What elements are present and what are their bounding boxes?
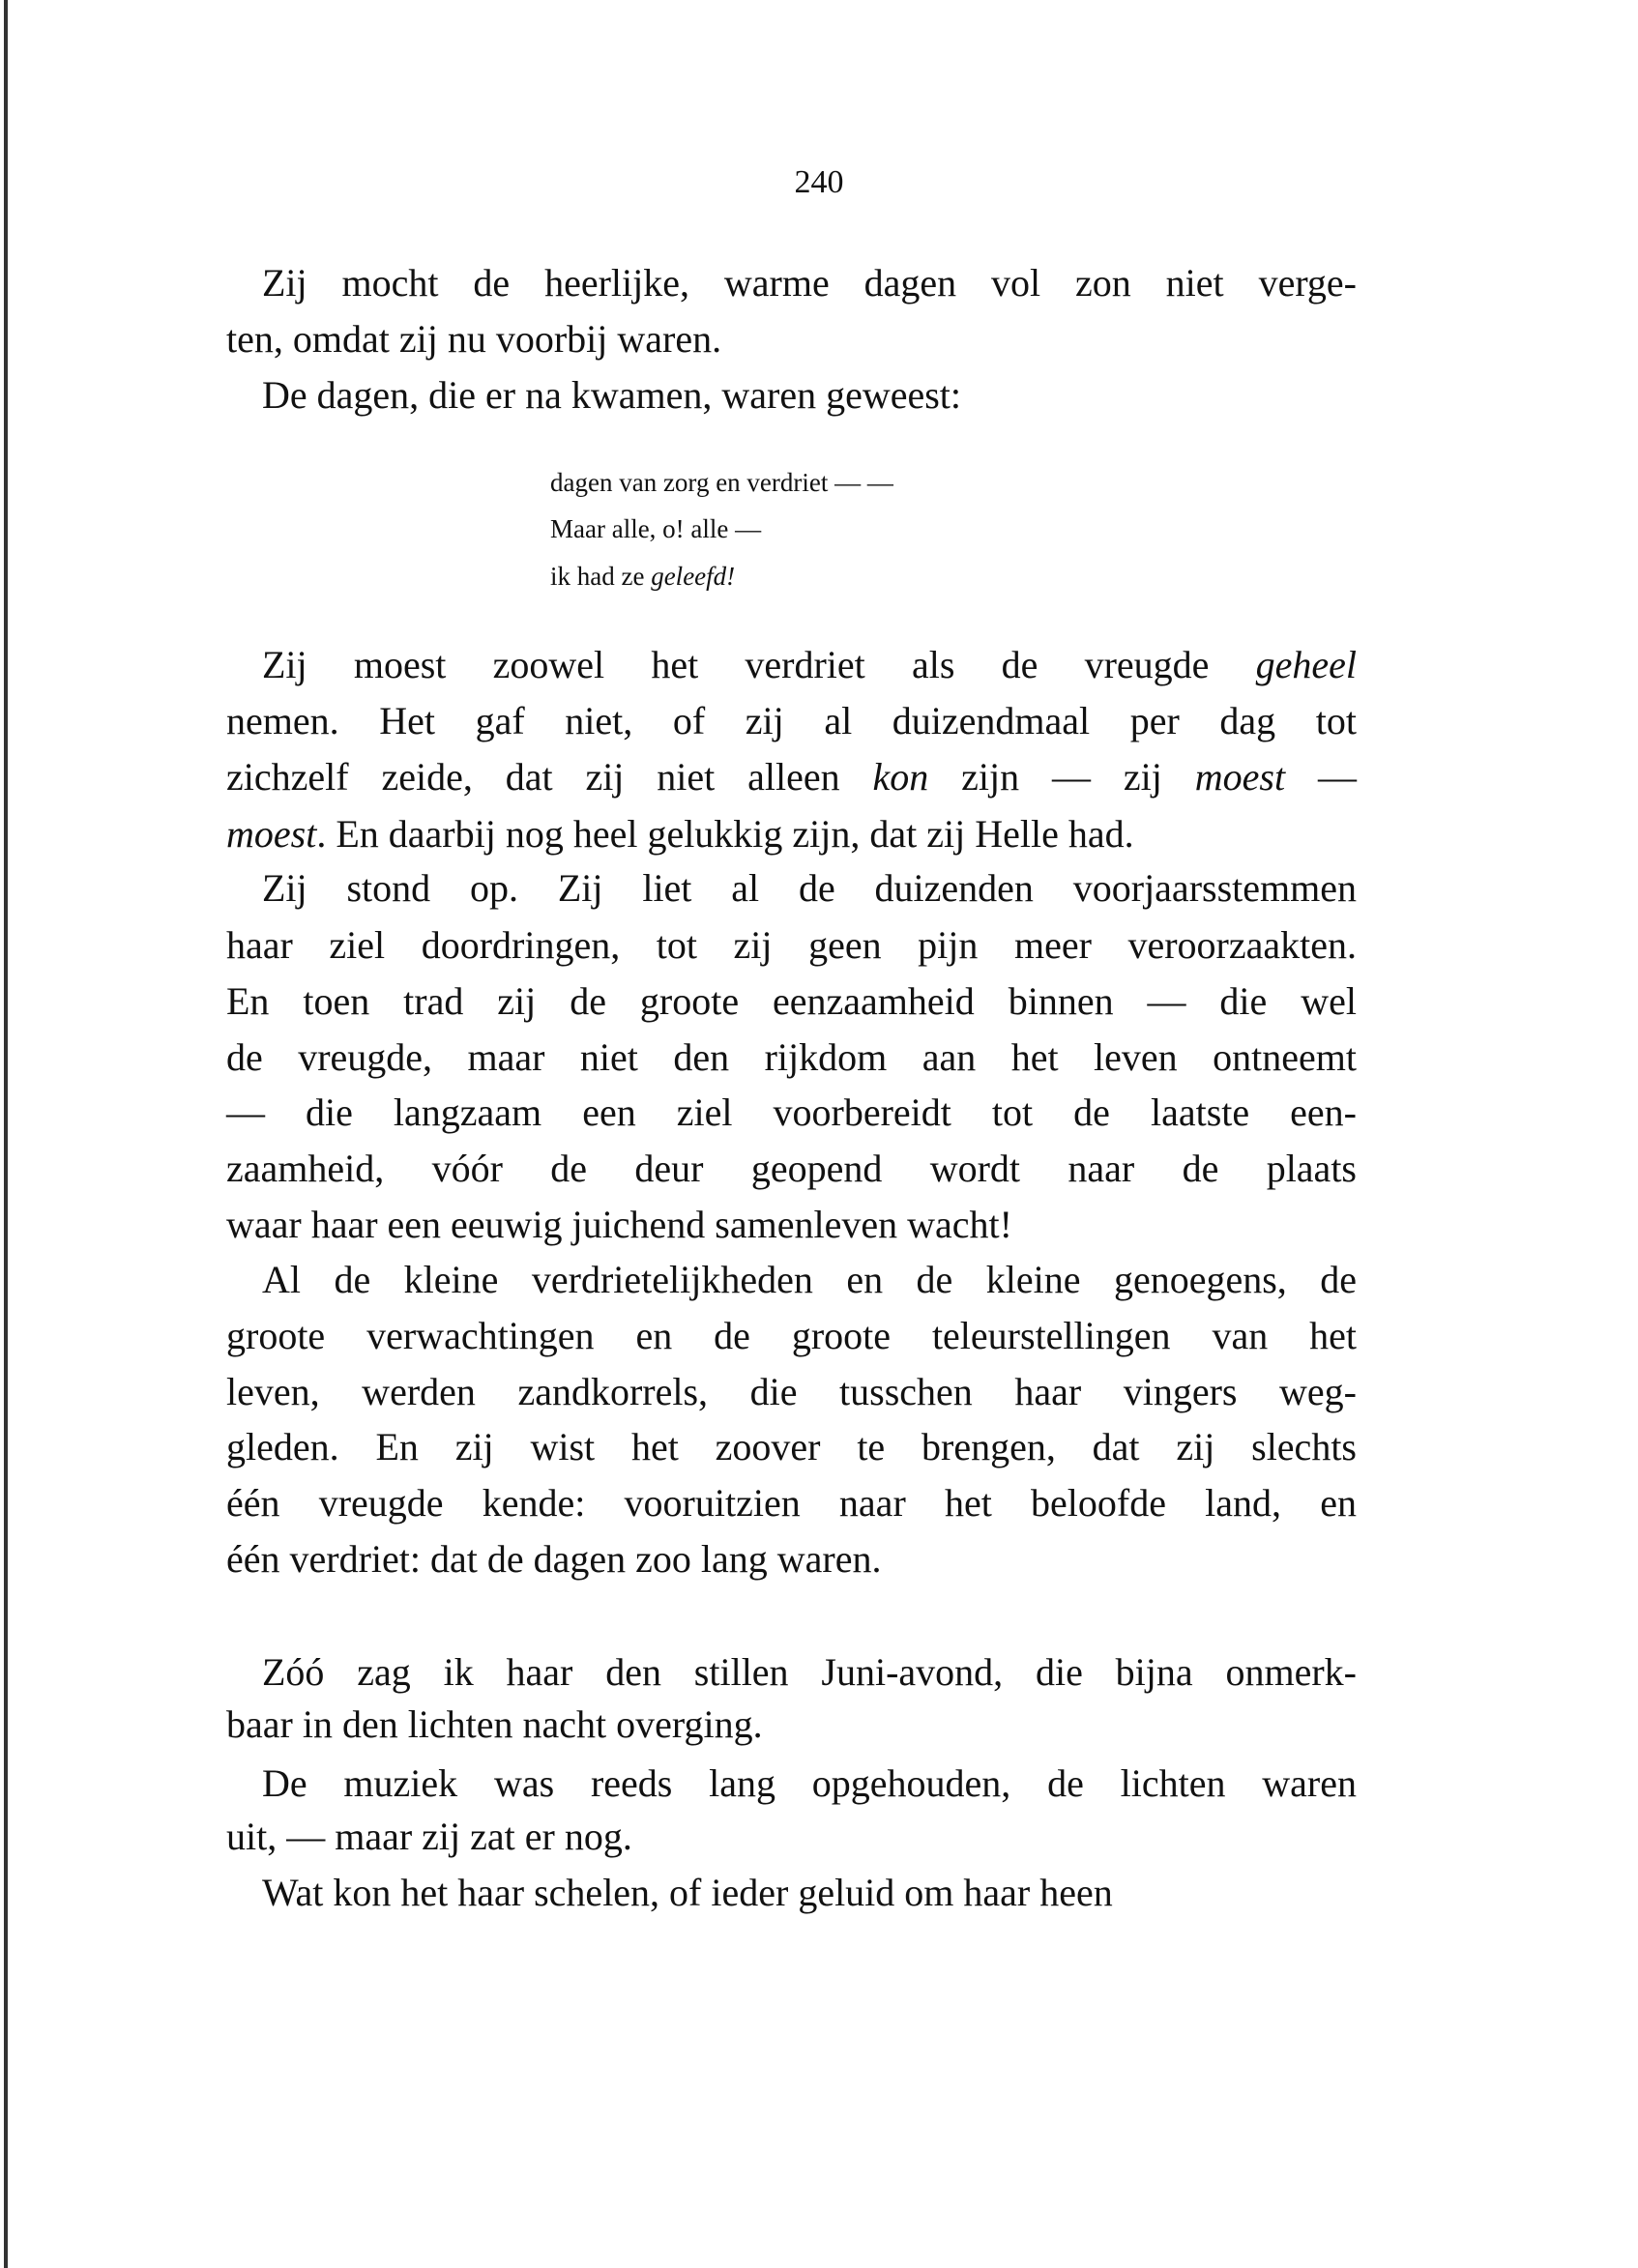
text-segment: gleden. En zij wist het zoover te brengen, dat zij slechts [226, 1424, 1357, 1468]
text-line [226, 1147, 1357, 1191]
text-segment: één vreugde kende: vooruitzien naar het beloofde land, en [226, 1481, 1357, 1526]
text-segment: — die langzaam een ziel voorbereidt tot de laatste een- [226, 1090, 1357, 1134]
text-segment: Zij moest zoowel het verdriet als de vreugde [262, 643, 1256, 687]
text-line [226, 373, 1357, 418]
text-segment: haar ziel doordringen, tot zij geen pijn meer veroorzaakten. [226, 922, 1357, 967]
text-segment: de vreugde, maar niet den rijkdom aan het leven ontneemt [226, 1034, 1357, 1079]
text-line [226, 1650, 1357, 1695]
text-line [226, 1702, 1357, 1747]
text-line [226, 699, 1357, 743]
text-segment: Maar alle, o! alle — [550, 513, 762, 543]
text-segment: ten, omdat zij nu voorbij waren. [226, 316, 722, 361]
text-line [226, 1815, 1357, 1859]
text-line [226, 1090, 1357, 1135]
text-segment: De dagen, die er na kwamen, waren geweest: [262, 372, 962, 417]
text-line [226, 643, 1357, 687]
text-line [226, 1258, 1357, 1302]
text-segment: baar in den lichten nacht overging. [226, 1701, 763, 1746]
text-line [226, 317, 1357, 362]
text-line [226, 1203, 1357, 1247]
text-segment: Zij stond op. Zij liet al de duizenden voorjaarsstemmen [262, 866, 1357, 911]
italic-text: moest [226, 811, 317, 856]
italic-text: geleefd! [651, 562, 736, 591]
text-segment: waar haar een eeuwig juichend samenleven wacht! [226, 1203, 1012, 1247]
text-segment: leven, werden zandkorrels, die tusschen haar vingers weg- [226, 1370, 1357, 1414]
text-segment: ik had ze [550, 562, 652, 591]
text-segment: dagen van zorg en verdriet — — [550, 467, 893, 497]
verse-line [550, 561, 735, 592]
text-line [226, 1761, 1357, 1806]
italic-text: kon [872, 755, 929, 800]
text-line [226, 923, 1357, 968]
text-segment: Zij mocht de heerlijke, warme dagen vol zon niet verge- [262, 260, 1357, 305]
text-line [226, 1871, 1357, 1915]
page-number: 240 [794, 164, 844, 200]
scan-edge [4, 0, 8, 2268]
text-segment: Zóó zag ik haar den stillen Juni-avond, die bijna onmerk- [262, 1649, 1357, 1694]
italic-text: moest [1194, 755, 1286, 800]
text-segment: nemen. Het gaf niet, of zij al duizendmaal per dag tot [226, 699, 1357, 743]
text-segment: — [1285, 755, 1357, 800]
text-line [226, 1035, 1357, 1080]
verse-line [550, 513, 761, 544]
italic-text: geheel [1255, 643, 1357, 687]
text-line [226, 979, 1357, 1024]
text-line [226, 812, 1357, 857]
text-line [226, 866, 1357, 911]
text-segment: uit, — maar zij zat er nog. [226, 1814, 632, 1858]
text-segment: zichzelf zeide, dat zij niet alleen [226, 755, 873, 800]
text-segment: Wat kon het haar schelen, of ieder geluid om haar heen [262, 1871, 1113, 1915]
text-segment: Al de kleine verdrietelijkheden en de kleine genoegens, de [262, 1257, 1357, 1301]
text-segment: één verdriet: dat de dagen zoo lang waren. [226, 1537, 882, 1582]
text-segment: zaamheid, vóór de deur geopend wordt naar de plaats [226, 1146, 1357, 1190]
verse-line [550, 467, 893, 498]
text-segment: En toen trad zij de groote eenzaamheid binnen — die wel [226, 978, 1357, 1023]
text-line [226, 261, 1357, 305]
text-segment: zijn — zij [928, 755, 1195, 800]
text-line [226, 1425, 1357, 1469]
text-segment: De muziek was reeds lang opgehouden, de lichten waren [262, 1760, 1357, 1805]
text-line [226, 1314, 1357, 1358]
text-line [226, 1370, 1357, 1414]
text-line [226, 1537, 1357, 1582]
text-line [226, 755, 1357, 800]
text-segment: groote verwachtingen en de groote teleurstellingen van het [226, 1314, 1357, 1358]
text-line [226, 1481, 1357, 1526]
text-segment: . En daarbij nog heel gelukkig zijn, dat zij Helle had. [316, 811, 1134, 856]
